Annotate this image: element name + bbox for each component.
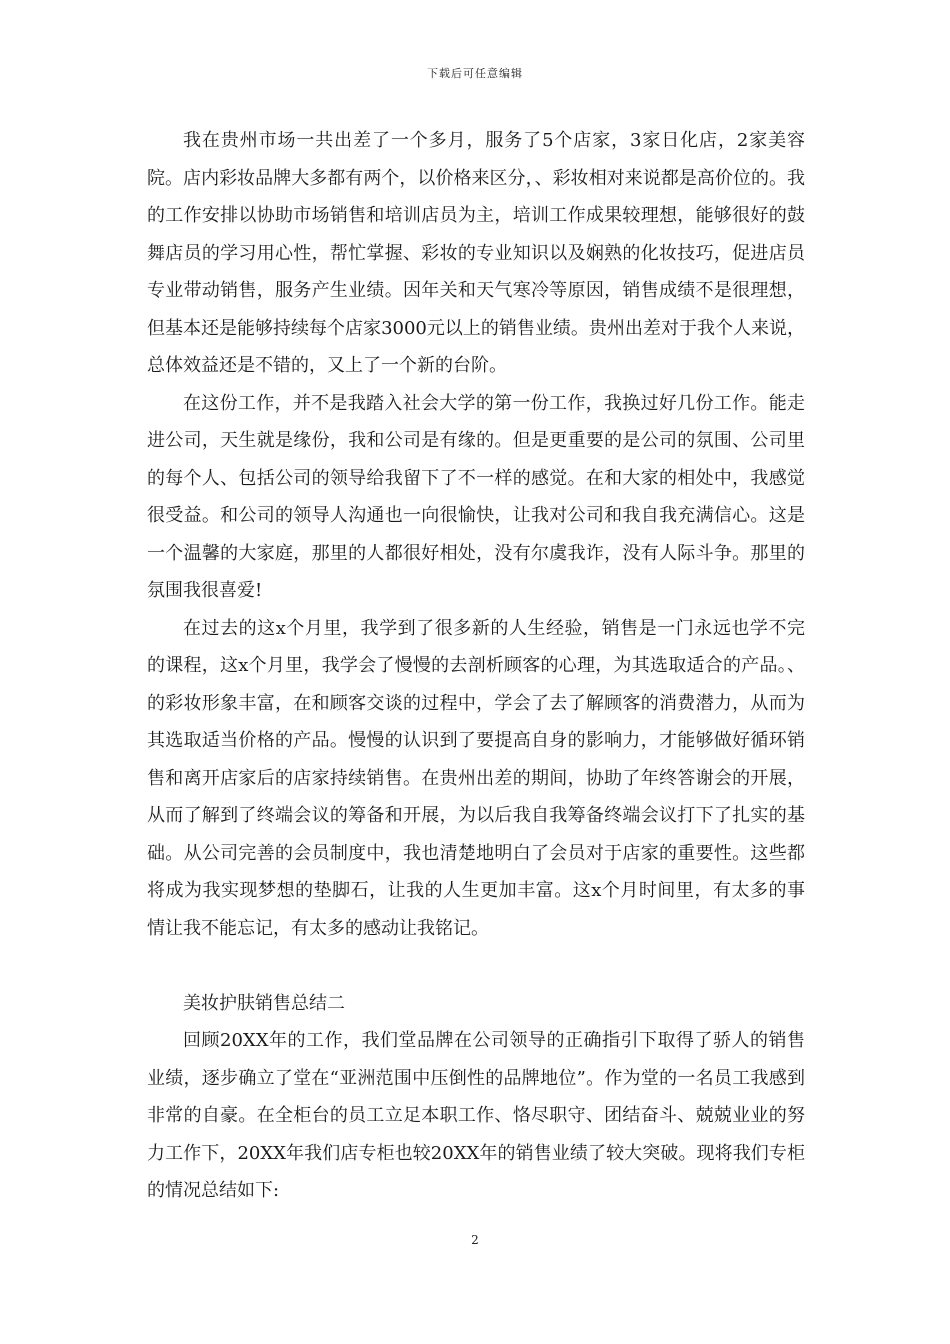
document-body	[147, 122, 805, 1210]
paragraph-sales-experience: 在过去的这x个月里，我学到了很多新的人生经验，销售是一门永远也学不完的课程，这x个月里，我学会了慢慢的去剖析顾客的心理，为其选取适合的产品。、的彩妆形象丰富，在和顾客交谈的过程中，学会了去了解顾客的消费潜力，从而为其选取适当价格的产品。慢慢的认识到了要提高自身的影响力，才能够做好循环销售和离开店家后的店家持续销售。在贵州出差的期间，协助了年终答谢会的开展，从而了解到了终端会议的筹备和开展，为以后我自我筹备终端会议打下了扎实的基础。从公司完善的会员制度中，我也清楚地明白了会员对于店家的重要性。这些都将成为我实现梦想的垫脚石，让我的人生更加丰富。这x个月时间里，有太多的事情让我不能忘记，有太多的感动让我铭记。	[147, 617, 805, 939]
section-title: 美妆护肤销售总结二	[183, 992, 345, 1014]
paragraph-year-review: 回顾20XX年的工作，我们堂品牌在公司领导的正确指引下取得了骄人的销售业绩，逐步确立了堂在“亚洲范围中压倒性的品牌地位”。作为堂的一名员工我感到非常的自豪。在全柜台的员工立足本职工作、恪尽职守、团结奋斗、兢兢业业的努力工作下，20XX年我们店专柜也较20XX年的销售业绩了较大突破。现将我们专柜的情况总结如下:	[147, 1030, 805, 1201]
paragraph-company-atmosphere: 在这份工作，并不是我踏入社会大学的第一份工作，我换过好几份工作。能走进公司，天生就是缘份，我和公司是有缘的。但是更重要的是公司的氛围、公司里的每个人、包括公司的领导给我留下了不一样的感觉。在和大家的相处中，我感觉很受益。和公司的领导人沟通也一向很愉快，让我对公司和我自我充满信心。这是一个温馨的大家庭，那里的人都很好相处，没有尔虞我诈，没有人际斗争。那里的氛围我很喜爱!	[147, 392, 805, 601]
header-note: 下载后可任意编辑	[427, 67, 523, 80]
page-number: 2	[471, 1233, 479, 1247]
paragraph-guizhou-trip: 我在贵州市场一共出差了一个多月，服务了5个店家，3家日化店，2家美容院。店内彩妆品牌大多都有两个，以价格来区分，、彩妆相对来说都是高价位的。我的工作安排以协助市场销售和培训店员为主，培训工作成果较理想，能够很好的鼓舞店员的学习用心性，帮忙掌握、彩妆的专业知识以及娴熟的化妆技巧，促进店员专业带动销售，服务产生业绩。因年关和天气寒冷等原因，销售成绩不是很理想，但基本还是能够持续每个店家3000元以上的销售业绩。贵州出差对于我个人来说，总体效益还是不错的，又上了一个新的台阶。	[147, 130, 805, 376]
